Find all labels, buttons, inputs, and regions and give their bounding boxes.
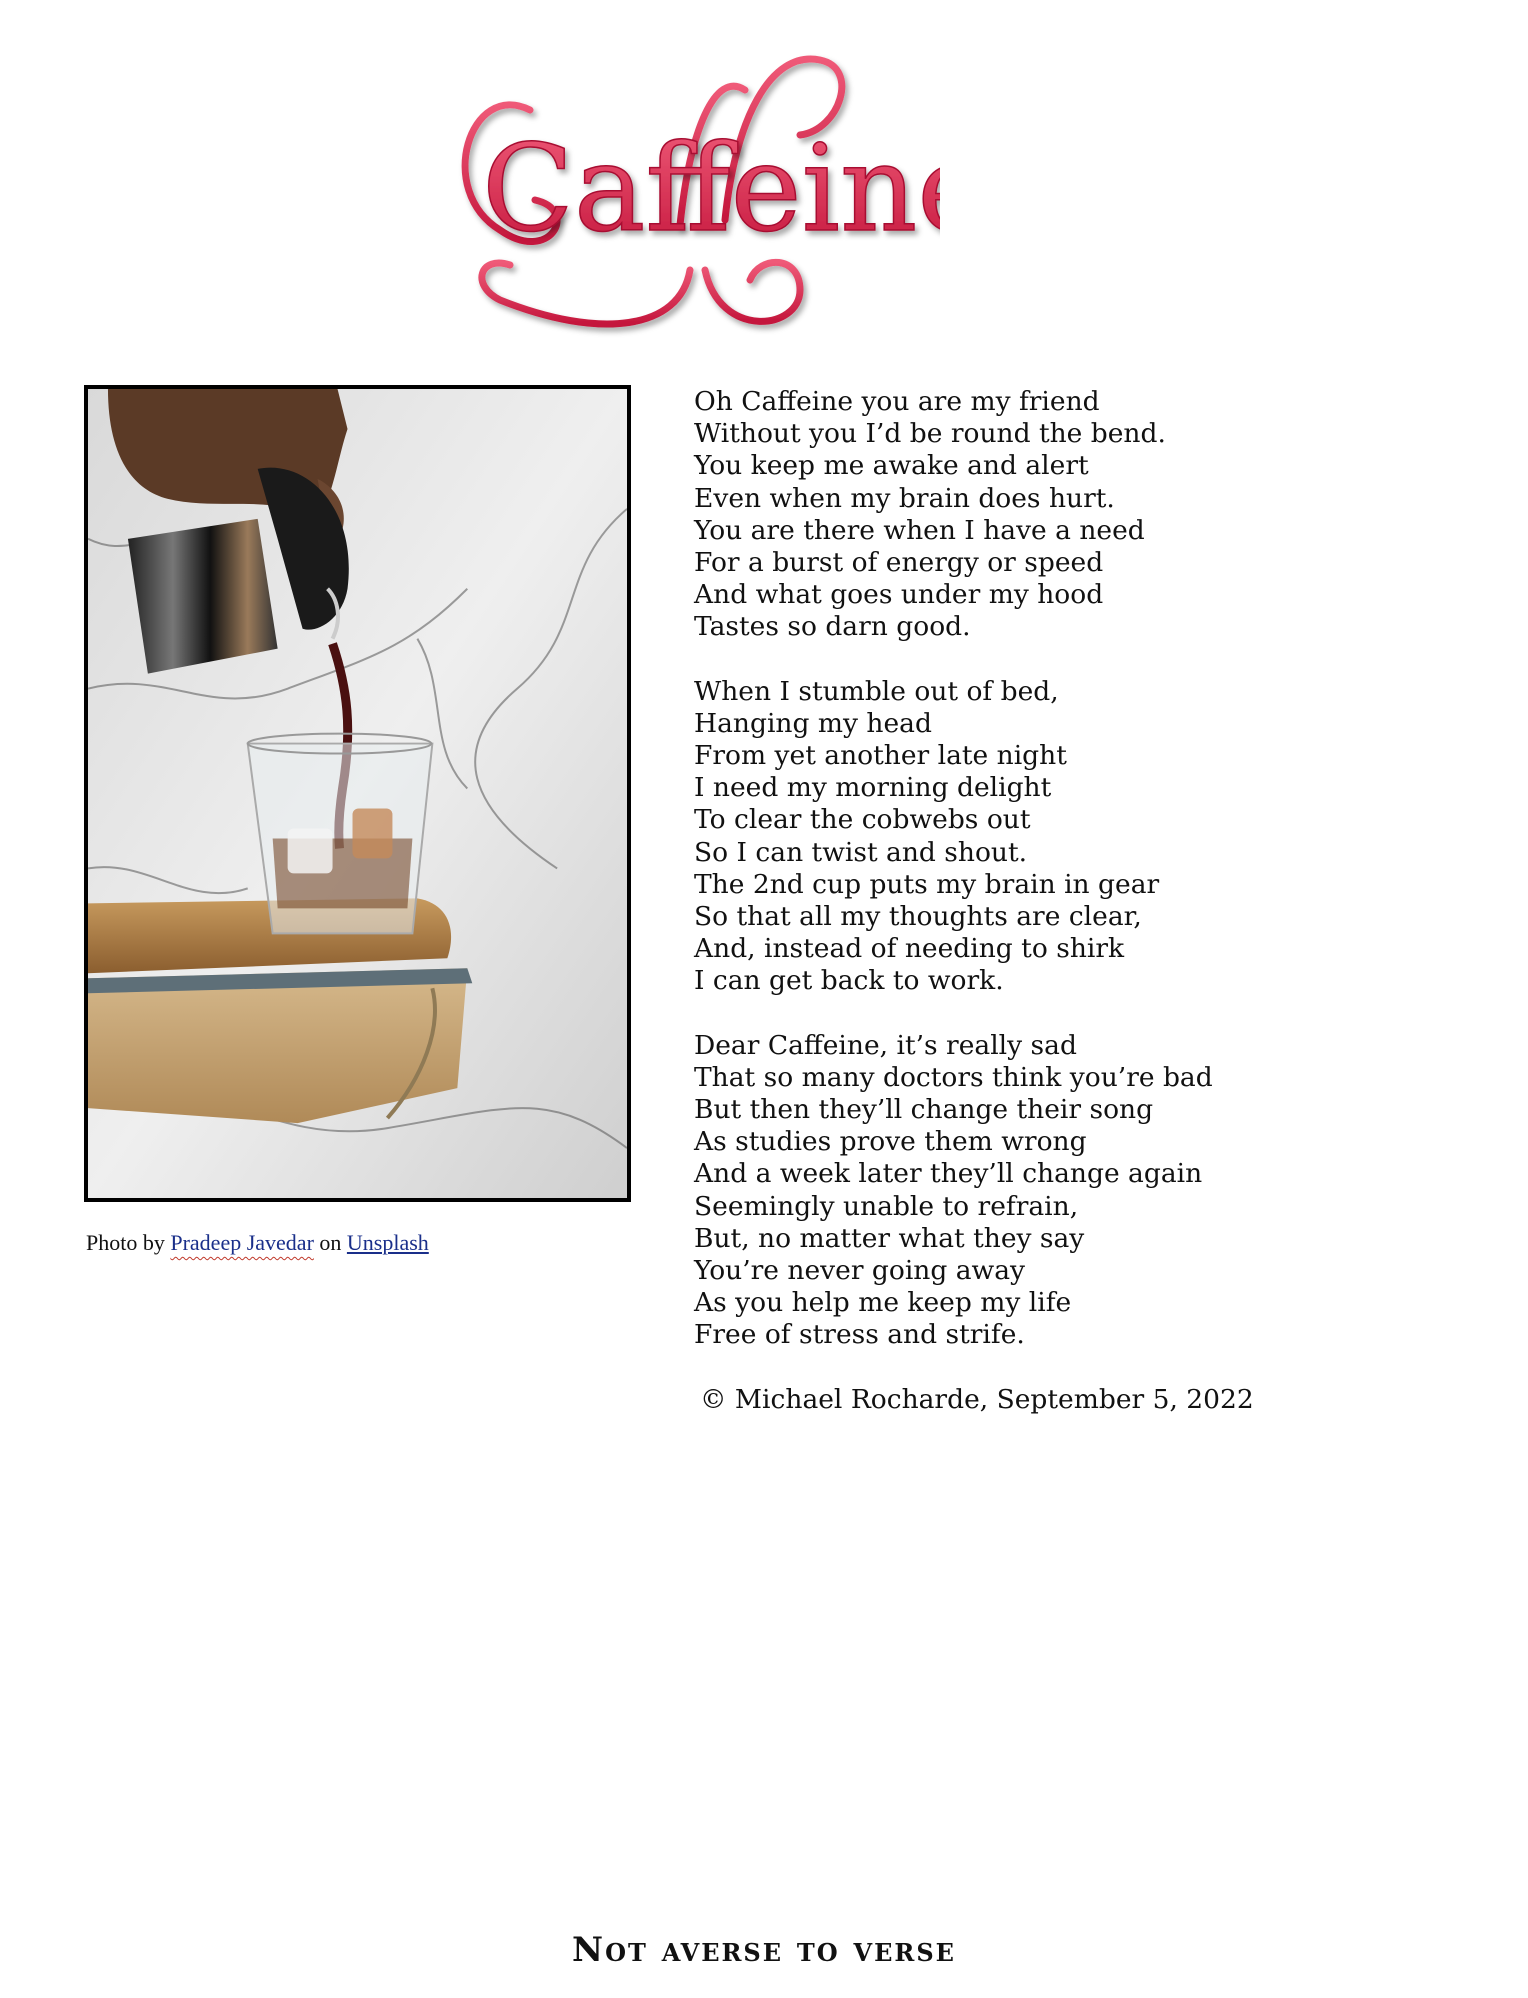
poem-line: And a week later they’ll change again	[694, 1158, 1203, 1190]
caffeine-title-logo	[440, 40, 940, 340]
stanza-3	[694, 1030, 1474, 1352]
poem-line: But then they’ll change their song	[694, 1094, 1154, 1126]
coffee-pour-photo-icon	[88, 389, 627, 1198]
copyright-notice: © Michael Rocharde, September 5, 2022	[700, 1384, 1254, 1415]
poem-line: Free of stress and strife.	[694, 1319, 1025, 1351]
poem-line: Seemingly unable to refrain,	[694, 1190, 1079, 1222]
poem-line: Hanging my head	[694, 707, 932, 739]
poem-line: The 2nd cup puts my brain in gear	[694, 868, 1160, 900]
poem-line: Without you I’d be round the bend.	[694, 418, 1166, 450]
poem-line: You keep me awake and alert	[694, 450, 1089, 482]
title-text: Caffeine	[482, 120, 940, 259]
stanza-1	[694, 386, 1474, 644]
page-title	[440, 40, 940, 340]
poem-line: And what goes under my hood	[694, 579, 1104, 611]
poem-line: As studies prove them wrong	[694, 1126, 1087, 1158]
poem-line: Tastes so darn good.	[694, 611, 971, 643]
photo-author-link[interactable]: Pradeep Javedar	[170, 1230, 314, 1255]
caption-prefix: Photo by	[86, 1230, 165, 1255]
poem-line: As you help me keep my life	[694, 1287, 1072, 1319]
poem-line: From yet another late night	[694, 740, 1067, 772]
poem-line: So that all my thoughts are clear,	[694, 901, 1142, 933]
poem-line: And, instead of needing to shirk	[694, 933, 1125, 965]
poem-line: You are there when I have a need	[694, 514, 1145, 546]
photo-caption	[86, 1230, 429, 1256]
poem-line: Dear Caffeine, it’s really sad	[694, 1029, 1077, 1061]
poem-line: To clear the cobwebs out	[694, 804, 1031, 836]
poem-line: Oh Caffeine you are my friend	[694, 386, 1100, 417]
caption-middle: on	[319, 1230, 342, 1255]
poem-line: When I stumble out of bed,	[694, 675, 1059, 707]
poem-line: I need my morning delight	[694, 772, 1052, 804]
poem-line: You’re never going away	[694, 1255, 1026, 1287]
poem-line: So I can twist and shout.	[694, 836, 1028, 868]
stanza-2	[694, 676, 1474, 998]
poem-line: For a burst of energy or speed	[694, 547, 1104, 579]
page-footer: Not averse to verse	[572, 1930, 956, 1970]
poem-line: Even when my brain does hurt.	[694, 482, 1115, 514]
unsplash-link[interactable]: Unsplash	[346, 1230, 429, 1255]
poem-line: I can get back to work.	[694, 965, 1004, 997]
poem-line: That so many doctors think you’re bad	[694, 1061, 1213, 1093]
poem-body	[694, 386, 1474, 1384]
poem-line: But, no matter what they say	[694, 1222, 1085, 1254]
coffee-photo	[84, 385, 631, 1202]
